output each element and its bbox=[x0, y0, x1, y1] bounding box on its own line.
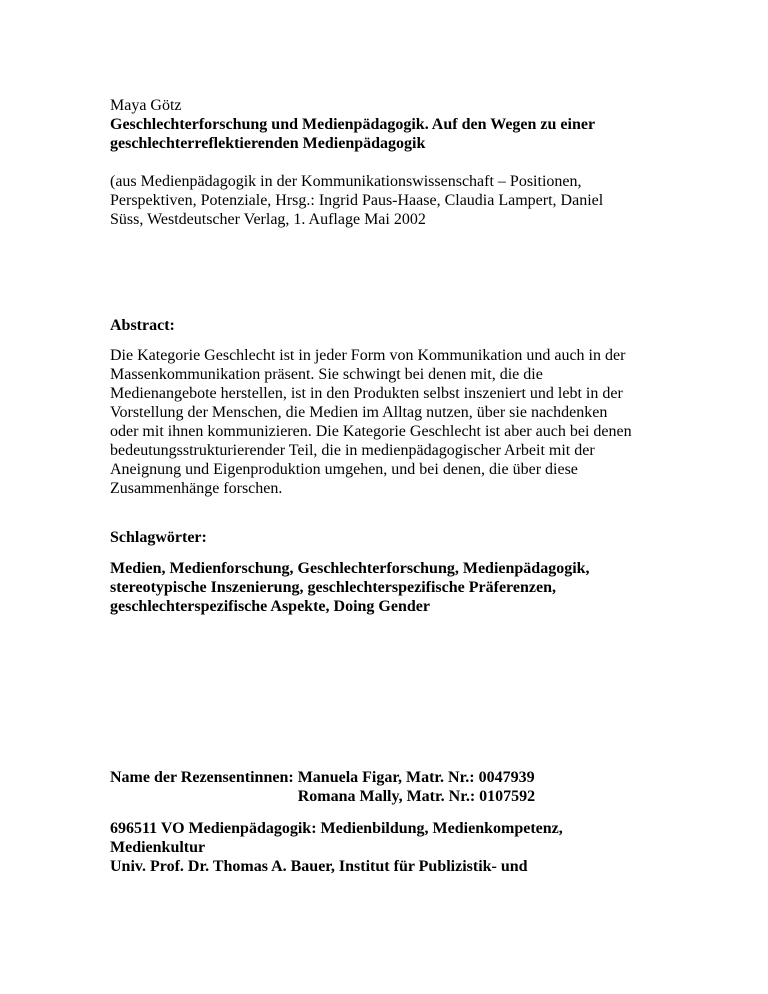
reviewer-names bbox=[298, 768, 535, 806]
source-line: (aus Medienpädagogik in der Kommunikationswissenschaft – Positionen, bbox=[110, 173, 582, 190]
reviewer-name: Romana Mally, Matr. Nr.: 0107592 bbox=[297, 788, 536, 805]
document-title bbox=[110, 115, 668, 153]
keywords-heading: Schlagwörter: bbox=[110, 529, 207, 546]
abstract-line: Vorstellung der Menschen, die Medien im Alltag nutzen, über sie nachdenken bbox=[110, 404, 608, 421]
course-line: Medienkultur bbox=[110, 839, 206, 856]
abstract-line: Zusammenhänge forschen. bbox=[110, 480, 283, 497]
reviewers-block bbox=[110, 768, 668, 806]
abstract-paragraph bbox=[110, 346, 668, 498]
abstract-line: Massenkommunikation präsent. Sie schwingt bei denen mit, die die bbox=[110, 366, 543, 383]
source-reference bbox=[110, 172, 668, 229]
title-line: Geschlechterforschung und Medienpädagogik. Auf den Wegen zu einer bbox=[110, 116, 596, 133]
course-block bbox=[110, 819, 668, 876]
reviewer-name: Manuela Figar, Matr. Nr.: 0047939 bbox=[297, 769, 535, 786]
title-line: geschlechterreflektierenden Medienpädagogik bbox=[110, 135, 426, 152]
keyword-line: stereotypische Inszenierung, geschlechterspezifische Präferenzen, bbox=[110, 579, 556, 596]
course-line: 696511 VO Medienpädagogik: Medienbildung, Medienkompetenz, bbox=[110, 820, 563, 837]
abstract-line: bedeutungsstrukturierender Teil, die in medienpädagogischer Arbeit mit der bbox=[110, 442, 595, 459]
keywords-paragraph bbox=[110, 559, 668, 616]
source-line: Perspektiven, Potenziale, Hrsg.: Ingrid Paus-Haase, Claudia Lampert, Daniel bbox=[110, 192, 604, 209]
abstract-line: Die Kategorie Geschlecht ist in jeder Form von Kommunikation und auch in der bbox=[110, 347, 626, 364]
keyword-line: Medien, Medienforschung, Geschlechterforschung, Medienpädagogik, bbox=[110, 560, 590, 577]
abstract-line: oder mit ihnen kommunizieren. Die Kategorie Geschlecht ist aber auch bei denen bbox=[110, 423, 632, 440]
author-line: Maya Götz bbox=[110, 97, 182, 114]
course-line: Univ. Prof. Dr. Thomas A. Bauer, Institut für Publizistik- und bbox=[110, 858, 528, 875]
abstract-heading: Abstract: bbox=[110, 317, 175, 334]
reviewers-label: Name der Rezensentinnen: bbox=[110, 769, 298, 786]
abstract-line: Aneignung und Eigenproduktion umgehen, und bei denen, die über diese bbox=[110, 461, 578, 478]
keyword-line: geschlechterspezifische Aspekte, Doing Gender bbox=[110, 598, 430, 615]
abstract-line: Medienangebote herstellen, ist in den Produkten selbst inszeniert und lebt in der bbox=[110, 385, 623, 402]
source-line: Süss, Westdeutscher Verlag, 1. Auflage Mai 2002 bbox=[110, 211, 426, 228]
